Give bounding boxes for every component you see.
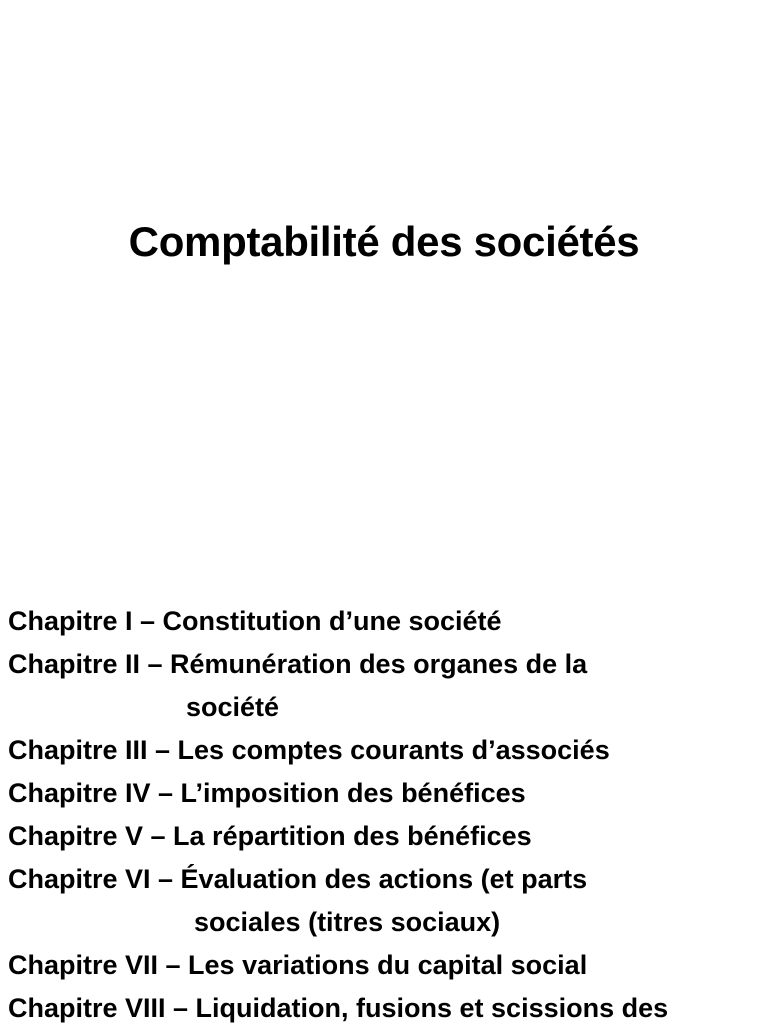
- chapter-1-line: Chapitre I – Constitution d’une société: [8, 606, 502, 636]
- chapter-3-line: Chapitre III – Les comptes courants d’associés: [8, 735, 610, 765]
- chapter-5-line: Chapitre V – La répartition des bénéfices: [8, 821, 532, 851]
- chapter-2-continuation: société: [186, 692, 280, 722]
- page-title: Comptabilité des sociétés: [128, 218, 640, 265]
- chapter-2-line: Chapitre II – Rémunération des organes de la: [8, 649, 588, 679]
- chapter-6-continuation: sociales (titres sociaux): [194, 907, 501, 937]
- chapter-7-line: Chapitre VII – Les variations du capital social: [8, 950, 588, 980]
- chapter-8-line: Chapitre VIII – Liquidation, fusions et scissions des: [8, 993, 669, 1023]
- chapter-6-line: Chapitre VI – Évaluation des actions (et parts: [8, 864, 588, 894]
- table-of-contents: [8, 600, 768, 1024]
- chapter-4-line: Chapitre IV – L’imposition des bénéfices: [8, 778, 526, 808]
